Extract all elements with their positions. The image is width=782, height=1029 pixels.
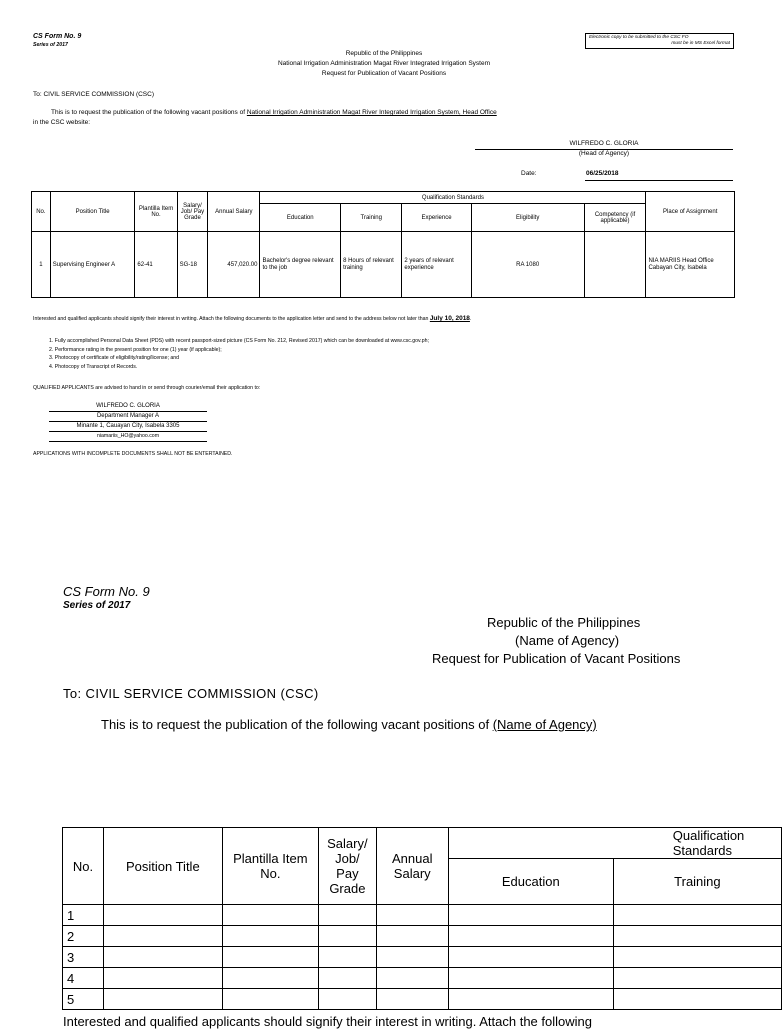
zoom-row-number: 3 bbox=[63, 947, 104, 968]
note-line-1: Electronic copy to be submitted to the CSC FO bbox=[589, 35, 689, 40]
to-csc: To: CIVIL SERVICE COMMISSION (CSC) bbox=[33, 91, 154, 98]
cell-eligibility: RA 1080 bbox=[471, 232, 584, 298]
col-competency: Competency (if applicable) bbox=[584, 204, 646, 232]
request-prefix: This is to request the publication of the following vacant positions of bbox=[51, 109, 246, 116]
zoom-form-number: CS Form No. 9 bbox=[63, 584, 150, 599]
signatory-role: (Head of Agency) bbox=[578, 150, 630, 157]
request-sentence bbox=[51, 109, 497, 116]
date-value: 06/25/2018 bbox=[586, 170, 619, 177]
requirements-list bbox=[49, 337, 429, 371]
zoom-row-number: 5 bbox=[63, 989, 104, 1010]
contact-title: Department Manager A bbox=[49, 411, 207, 421]
date-label: Date: bbox=[521, 170, 537, 177]
interested-paragraph: Interested and qualified applicants should signify their interest in writing. Attach the following documents to the application letter and send to the address below not later than July 10, 2018. bbox=[33, 315, 472, 322]
zoom-row-number: 1 bbox=[63, 905, 104, 926]
vacancy-table bbox=[31, 191, 735, 298]
cell-education: Bachelor's degree relevant to the job bbox=[260, 232, 341, 298]
col-position-title: Position Title bbox=[50, 192, 135, 232]
cell-competency bbox=[584, 232, 646, 298]
zoom-vacancy-table bbox=[62, 827, 782, 1010]
zoom-request-prefix: This is to request the publication of the following vacant positions of bbox=[101, 717, 490, 732]
deadline: July 10, 2018 bbox=[429, 315, 470, 322]
table-row bbox=[63, 968, 782, 989]
list-item: 3. Photocopy of certificate of eligibility/rating/license; and bbox=[49, 355, 180, 361]
header-agency: National Irrigation Administration Magat River Integrated Irrigation System bbox=[277, 60, 491, 67]
contact-address: Minante 1, Cauayan City, Isabela 3305 bbox=[49, 421, 207, 431]
table-row bbox=[63, 989, 782, 1010]
list-item: 2. Performance rating in the present position for one (1) year (if applicable); bbox=[49, 346, 222, 353]
zoom-col-training: Training bbox=[613, 859, 781, 905]
col-eligibility: Eligibility bbox=[471, 204, 584, 232]
col-salary-grade: Salary/ Job/ Pay Grade bbox=[177, 192, 208, 232]
zoom-col-education: Education bbox=[448, 859, 613, 905]
zoomed-form-page bbox=[0, 560, 745, 1029]
cell-experience: 2 years of relevant experience bbox=[402, 232, 471, 298]
zoom-col-annual-salary: Annual Salary bbox=[376, 828, 448, 905]
col-plantilla: Plantilla Item No. bbox=[135, 192, 177, 232]
zoom-col-no: No. bbox=[63, 828, 104, 905]
cell-training: 8 Hours of relevant training bbox=[341, 232, 402, 298]
qualified-text: QUALIFIED APPLICANTS are advised to hand in or send through courier/email their application to: bbox=[33, 385, 261, 391]
list-item: 4. Photocopy of Transcript of Records. bbox=[49, 363, 138, 370]
interested-text: Interested and qualified applicants should signify their interest in writing. Attach the following documents to the application letter and send to the address below not later than bbox=[33, 316, 429, 322]
col-qualification-standards: Qualification Standards bbox=[260, 192, 646, 204]
cell-place: NIA MARIIS Head Office Cabayan City, Isabela bbox=[646, 232, 735, 298]
request-suffix: in the CSC website: bbox=[33, 119, 91, 126]
col-experience: Experience bbox=[402, 204, 471, 232]
zoom-agency-name: (Name of Agency) bbox=[492, 717, 597, 732]
zoom-request-sentence bbox=[101, 717, 597, 732]
zoom-col-plantilla: Plantilla Item No. bbox=[222, 828, 318, 905]
zoom-form-series: Series of 2017 bbox=[63, 600, 131, 611]
zoom-header-request-title: Request for Publication of Vacant Positions bbox=[432, 651, 681, 666]
col-place-of-assignment: Place of Assignment bbox=[646, 192, 735, 232]
zoom-row-number: 2 bbox=[63, 926, 104, 947]
incomplete-warning: APPLICATIONS WITH INCOMPLETE DOCUMENTS SHALL NOT BE ENTERTAINED. bbox=[33, 451, 233, 457]
zoom-row-number: 4 bbox=[63, 968, 104, 989]
zoom-col-salary-grade: Salary/ Job/ Pay Grade bbox=[319, 828, 377, 905]
electronic-copy-note bbox=[585, 33, 734, 49]
col-training: Training bbox=[341, 204, 402, 232]
zoom-interested-text: Interested and qualified applicants should signify their interest in writing. Attach the following bbox=[63, 1014, 592, 1029]
date-line bbox=[585, 180, 733, 181]
col-no: No. bbox=[32, 192, 51, 232]
cell-plantilla: 62-41 bbox=[135, 232, 177, 298]
signatory-name: WILFREDO C. GLORIA bbox=[569, 140, 639, 147]
col-annual-salary: Annual Salary bbox=[208, 192, 260, 232]
header-request-title: Request for Publication of Vacant Positions bbox=[321, 70, 447, 77]
agency-name: National Irrigation Administration Magat River Integrated Irrigation System, Head Office bbox=[246, 109, 497, 116]
contact-email: niamariis_HO@yahoo.com bbox=[49, 431, 207, 442]
form-number: CS Form No. 9 bbox=[33, 33, 82, 40]
zoom-col-qualification-standards: Qualification Standards bbox=[448, 828, 781, 859]
zoom-to-csc: To: CIVIL SERVICE COMMISSION (CSC) bbox=[63, 686, 319, 701]
contact-block bbox=[49, 402, 207, 442]
table-row bbox=[63, 947, 782, 968]
contact-name: WILFREDO C. GLORIA bbox=[96, 403, 160, 409]
zoom-col-position-title: Position Title bbox=[104, 828, 223, 905]
cell-position: Supervising Engineer A bbox=[50, 232, 135, 298]
table-row bbox=[63, 926, 782, 947]
cell-annual: 457,020.00 bbox=[208, 232, 260, 298]
col-education: Education bbox=[260, 204, 341, 232]
zoom-header-republic: Republic of the Philippines bbox=[487, 615, 641, 630]
list-item: 1. Fully accomplished Personal Data Sheet (PDS) with recent passport-sized picture (CS Form No. 212, Revised 2017) which can be downloaded at www.csc.gov.ph; bbox=[49, 338, 429, 344]
note-line-2: must be in MS Excel format bbox=[671, 41, 730, 46]
cell-grade: SG-18 bbox=[177, 232, 208, 298]
table-row bbox=[32, 232, 735, 298]
form-series: Series of 2017 bbox=[33, 42, 68, 48]
zoom-header-agency: (Name of Agency) bbox=[515, 633, 620, 648]
cell-no: 1 bbox=[32, 232, 51, 298]
table-row bbox=[63, 905, 782, 926]
header-republic: Republic of the Philippines bbox=[345, 50, 423, 57]
